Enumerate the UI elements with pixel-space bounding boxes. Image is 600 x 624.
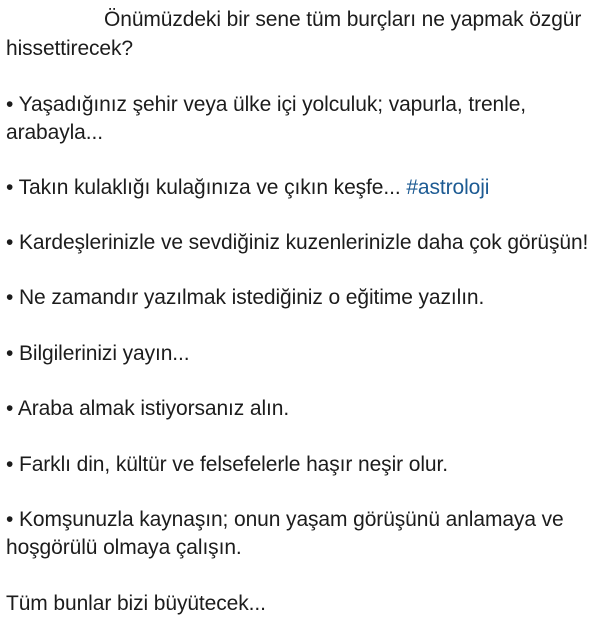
bullet-3: • Kardeşlerinizle ve sevdiğiniz kuzenlerinizle daha çok görüşün! [6,231,589,254]
bullet-6: • Araba almak istiyorsanız alın. [6,397,290,420]
heading-line-2: hissettirecek? [6,37,133,60]
bullet-2 [6,176,489,200]
bullet-4: • Ne zamandır yazılmak istediğiniz o eğitime yazılın. [6,286,485,309]
closing-line: Tüm bunlar bizi büyütecek... [6,592,266,615]
bullet-2-text: • Takın kulaklığı kulağınıza ve çıkın keşfe... [6,176,401,199]
heading-line-1: Önümüzdeki bir sene tüm burçları ne yapmak özgür [104,8,582,31]
bullet-7: • Farklı din, kültür ve felsefelerle haşır neşir olur. [6,453,448,476]
bullet-8-line-2: hoşgörülü olmaya çalışın. [6,536,242,559]
bullet-1-line-1: • Yaşadığınız şehir veya ülke içi yolculuk; vapurla, trenle, [6,93,527,116]
bullet-5: • Bilgilerinizi yayın... [6,342,190,365]
bullet-8-line-1: • Komşunuzla kaynaşın; onun yaşam görüşünü anlamaya ve [6,508,564,531]
bullet-1-line-2: arabayla... [6,121,103,144]
hashtag-link[interactable]: #astroloji [406,176,490,199]
post-text [6,0,596,624]
